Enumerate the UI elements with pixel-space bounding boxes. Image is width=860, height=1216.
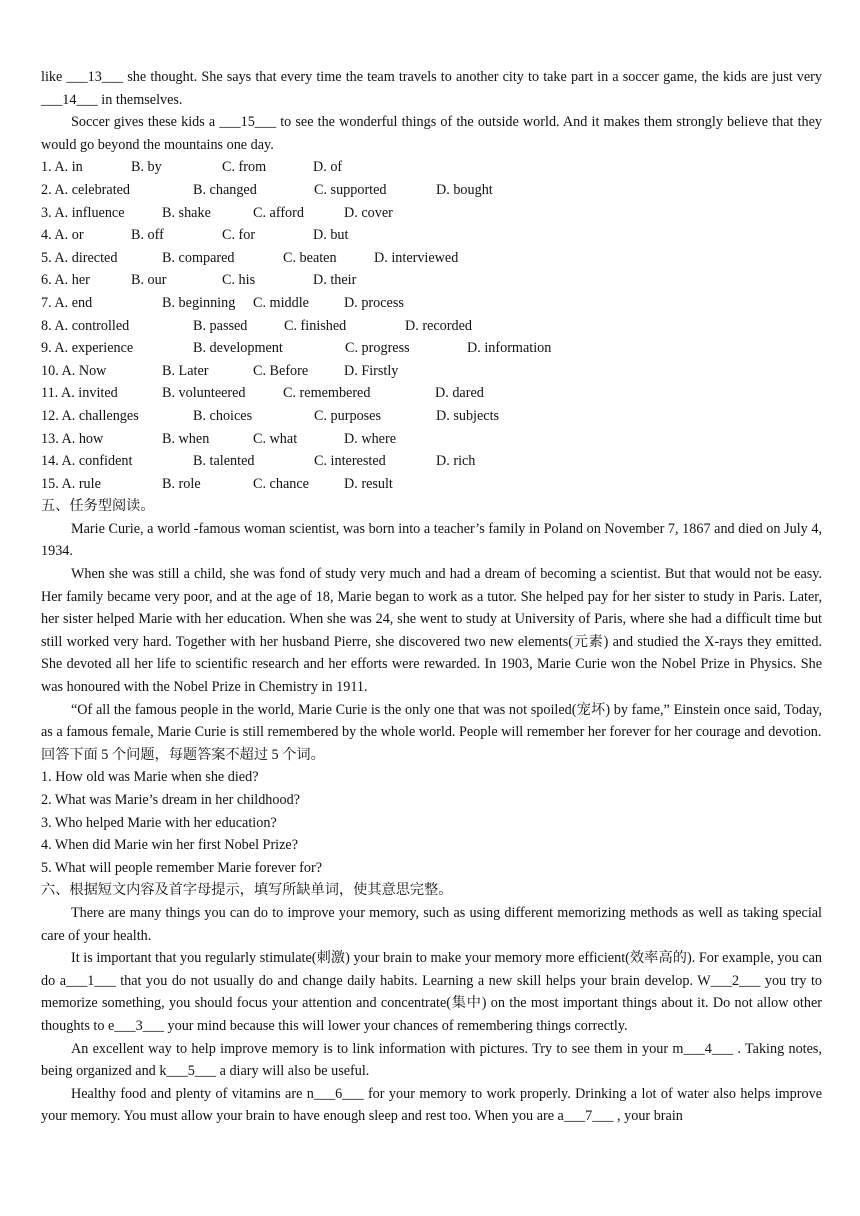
option-choice: D. cover [344, 204, 393, 221]
option-row [41, 382, 822, 405]
passage-continuation: like ___13___ she thought. She says that every time the team travels to another city to take part in a soccer game, the kids are just very ___14___ in themselves. [41, 69, 822, 108]
option-choice: D. but [313, 227, 349, 244]
section-6-paragraph-2: It is important that you regularly stimulate(刺激) your brain to make your memory more efficient(效率高的). For example, you can do a___1___ that you do not usually do and change daily habits. Learning a new skill helps your brain develop. W___2___ you try to memorize something, you should focus your attention and concentrate(集中) on the most important things about it. Do not allow other thoughts to e___3___ your mind because this will lower your chances of remembering things correctly. [41, 950, 822, 1034]
question-4: 4. When did Marie win her first Nobel Prize? [41, 837, 299, 854]
option-choice: 12. A. challenges [41, 407, 139, 424]
option-choice: B. changed [193, 181, 257, 198]
option-choice: B. Later [162, 362, 209, 379]
option-choice: D. process [344, 294, 404, 311]
option-row [41, 315, 822, 338]
option-choice: B. passed [193, 317, 248, 334]
question-3: 3. Who helped Marie with her education? [41, 814, 277, 831]
option-choice: C. chance [253, 475, 309, 492]
option-choice: 4. A. or [41, 227, 84, 244]
option-choice: 3. A. influence [41, 204, 125, 221]
option-choice: C. Before [253, 362, 309, 379]
option-row [41, 179, 822, 202]
option-choice: B. choices [193, 407, 253, 424]
option-choice: C. afford [253, 204, 304, 221]
option-choice: 15. A. rule [41, 475, 101, 492]
section-5-paragraph-2: When she was still a child, she was fond of study very much and had a dream of becoming a scientist. But that would not be easy. Her family became very poor, and at the age of 18, Marie began to work as a tutor. She helped pay for her sister to study in Paris. Later, her sister helped Marie with her education. When she was 24, she went to study at University of Paris, where she had a difficult time but still worked very hard. Together with her husband Pierre, she discovered two new elements(元素) and studied the X-rays they emitted. She devoted all her life to scientific research and her efforts were rewarded. In 1903, Marie Curie won the Nobel Prize in Physics. She was honoured with the Nobel Prize in Chemistry in 1911. [41, 566, 822, 696]
option-choice: B. off [131, 227, 164, 244]
option-choice: 5. A. directed [41, 249, 118, 266]
option-choice: 11. A. invited [41, 385, 118, 402]
option-choice: D. bought [436, 181, 493, 198]
option-choice: 10. A. Now [41, 362, 107, 379]
option-row [41, 428, 822, 451]
option-row [41, 360, 822, 383]
option-choice: B. role [162, 475, 201, 492]
option-choice: C. remembered [283, 385, 371, 402]
option-choice: C. purposes [314, 407, 381, 424]
question-2: 2. What was Marie’s dream in her childhood? [41, 792, 300, 808]
option-choice: B. our [131, 272, 167, 289]
option-choice: C. for [222, 227, 256, 244]
option-choice: C. middle [253, 294, 309, 311]
option-row [41, 292, 822, 315]
option-choice: C. supported [314, 181, 387, 198]
option-choice: 7. A. end [41, 294, 93, 311]
option-choice: D. subjects [436, 407, 500, 424]
option-choice: C. interested [314, 453, 386, 470]
section-6-paragraph-3: An excellent way to help improve memory is to link information with pictures. Try to see them in your m___4___ . Taking notes, being organized and k___5___ a diary will also be useful. [41, 1040, 822, 1080]
option-choice: C. from [222, 159, 267, 176]
option-choice: D. result [344, 475, 393, 492]
option-choice: D. their [313, 272, 357, 289]
option-choice: C. progress [345, 340, 410, 357]
option-choice: 2. A. celebrated [41, 181, 131, 198]
section-6-paragraph-4: Healthy food and plenty of vitamins are n___6___ for your memory to work properly. Drinking a lot of water also helps improve your memory. You must allow your brain to have enough sleep and rest too. When you are a___7___ , your brain [41, 1085, 822, 1125]
option-choice: 1. A. in [41, 159, 83, 176]
answer-options-list [41, 156, 822, 495]
option-choice: D. rich [436, 453, 476, 470]
option-row [41, 450, 822, 473]
option-row [41, 405, 822, 428]
option-choice: B. when [162, 430, 210, 447]
option-choice: D. Firstly [344, 362, 399, 379]
question-5: 5. What will people remember Marie forever for? [41, 859, 322, 876]
option-row [41, 247, 822, 270]
section-5-paragraph-3: “Of all the famous people in the world, Marie Curie is the only one that was not spoiled(宠坏) by fame,” Einstein once said, Today, as a famous female, Marie Curie is still remembered by the whole world. People will remember her forever for her courage and devotion. [41, 701, 822, 741]
option-choice: B. shake [162, 204, 211, 221]
option-choice: C. finished [284, 317, 347, 334]
option-choice: B. development [193, 340, 283, 357]
option-row [41, 202, 822, 225]
option-choice: D. dared [435, 385, 484, 402]
option-choice: 14. A. confident [41, 453, 133, 470]
section-5-heading: 五、任务型阅读。 [41, 498, 155, 515]
section-6-heading: 六、根据短文内容及首字母提示，填写所缺单词，使其意思完整。 [41, 882, 453, 899]
option-choice: D. information [467, 340, 552, 357]
passage-paragraph: Soccer gives these kids a ___15___ to see the wonderful things of the outside world. And it makes them strongly believe that they would go beyond the mountains one day. [41, 114, 822, 153]
option-choice: D. of [313, 159, 343, 176]
option-choice: 9. A. experience [41, 340, 134, 357]
section-5-paragraph-1: Marie Curie, a world -famous woman scientist, was born into a teacher’s family in Poland on November 7, 1867 and died on July 4, 1934. [41, 520, 822, 560]
option-row [41, 473, 822, 496]
option-row [41, 224, 822, 247]
question-1: 1. How old was Marie when she died? [41, 769, 259, 786]
option-choice: D. interviewed [374, 249, 459, 266]
option-row [41, 269, 822, 292]
option-choice: C. what [253, 430, 298, 447]
option-choice: C. his [222, 272, 256, 289]
option-choice: D. recorded [405, 317, 472, 334]
option-choice: B. volunteered [162, 385, 246, 402]
option-choice: D. where [344, 430, 396, 447]
option-choice: B. by [131, 159, 162, 176]
option-choice: B. beginning [162, 294, 236, 311]
option-choice: B. compared [162, 249, 235, 266]
option-row [41, 156, 822, 179]
option-choice: 13. A. how [41, 430, 104, 447]
section-6-paragraph-1: There are many things you can do to improve your memory, such as using different memorizing methods as well as taking special care of your health. [41, 904, 822, 944]
section-5-instruction: 回答下面 5 个问题，每题答案不超过 5 个词。 [41, 746, 325, 763]
option-choice: 8. A. controlled [41, 317, 130, 334]
option-choice: 6. A. her [41, 272, 90, 289]
option-choice: C. beaten [283, 249, 337, 266]
option-row [41, 337, 822, 360]
option-choice: B. talented [193, 453, 255, 470]
